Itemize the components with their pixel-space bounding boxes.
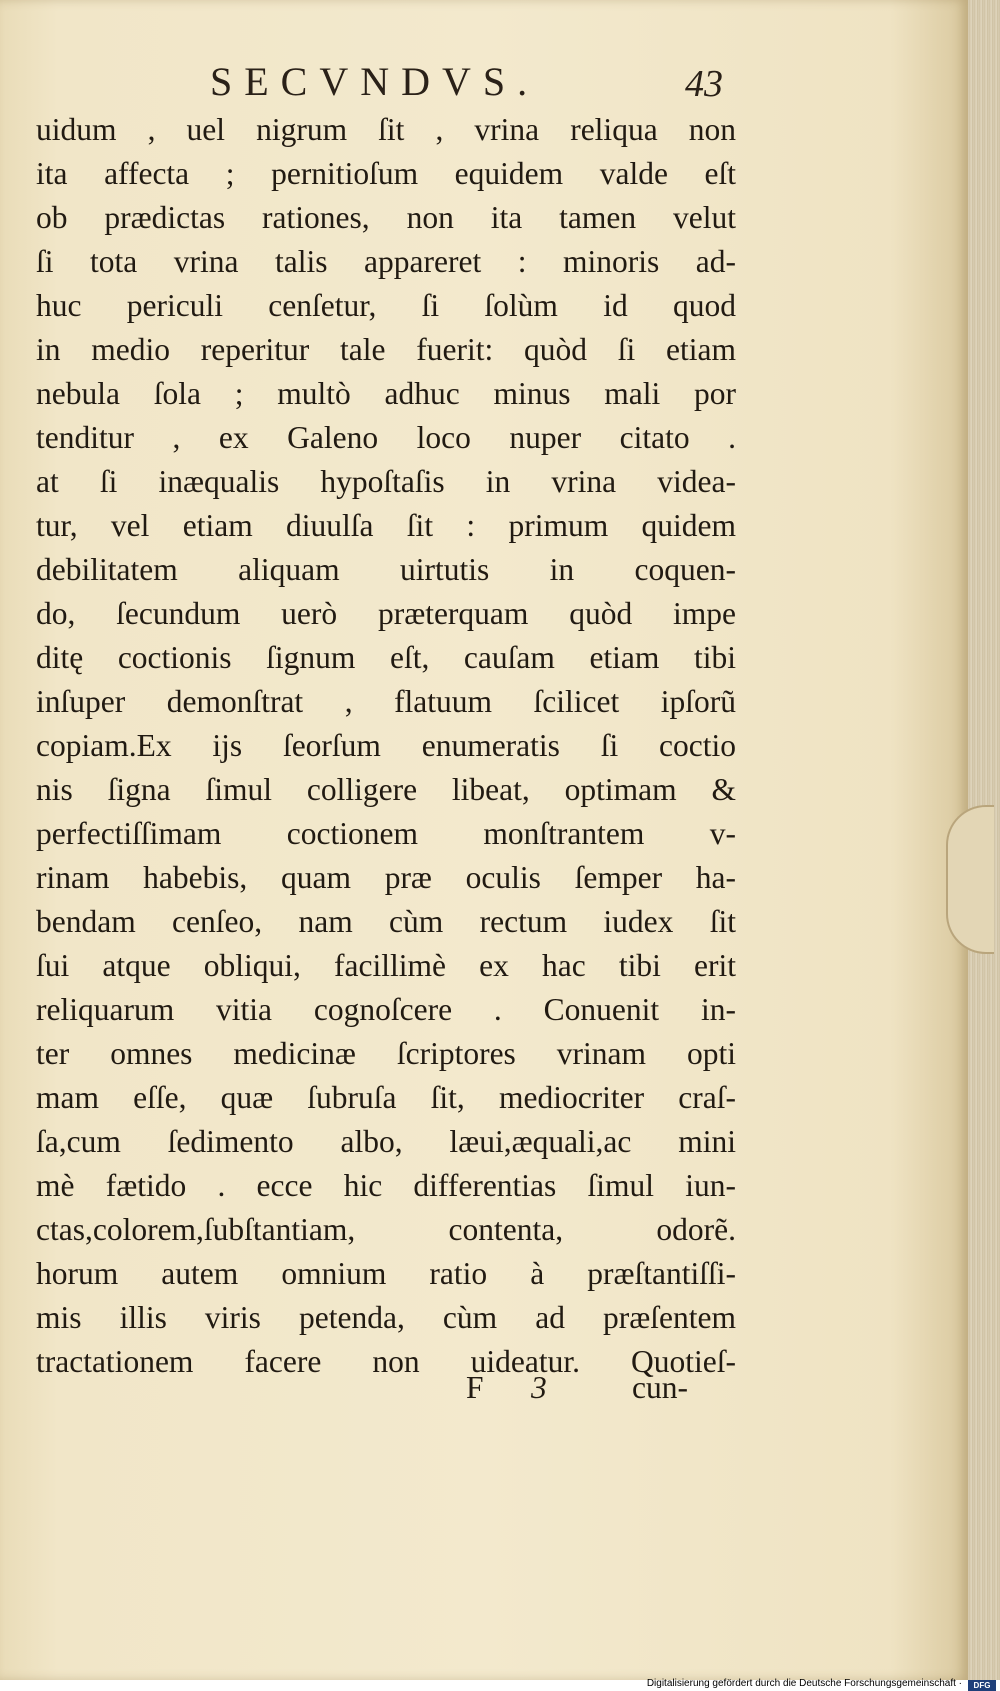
text-line: in medio reperitur tale fuerit: quòd ſi etiam xyxy=(36,332,736,367)
page-number: 43 xyxy=(685,63,723,105)
text-line: ter omnes medicinæ ſcriptores vrinam opti xyxy=(36,1036,736,1071)
signature-number: 3 xyxy=(531,1370,547,1405)
text-line: tur, vel etiam diuulſa ſit : primum quidem xyxy=(36,508,736,543)
funding-credit: Digitalisierung gefördert durch die Deutsche Forschungsgemeinschaft · xyxy=(646,1678,962,1689)
running-head-title: SECVNDVS. xyxy=(210,59,540,104)
text-line: ſa,cum ſedimento albo, læui,æquali,ac mini xyxy=(36,1124,736,1159)
text-line: inſuper demonſtrat , flatuum ſcilicet ipſorũ xyxy=(36,684,736,719)
text-line: mam eſſe, quæ ſubruſa ſit, mediocriter craſ- xyxy=(36,1080,736,1115)
text-line: mè fætido . ecce hic differentias ſimul iun- xyxy=(36,1168,736,1203)
running-head xyxy=(0,58,968,108)
catchword: cun- xyxy=(632,1370,688,1405)
text-line: reliquarum vitia cognoſcere . Conuenit in- xyxy=(36,992,736,1027)
text-line: horum autem omnium ratio à præſtantiſſi- xyxy=(36,1256,736,1291)
text-line: perfectiſſimam coctionem monſtrantem v- xyxy=(36,816,736,851)
text-line: ob prædictas rationes, non ita tamen velut xyxy=(36,200,736,235)
text-line: tenditur , ex Galeno loco nuper citato . xyxy=(36,420,736,455)
signature-letter: F xyxy=(466,1370,484,1405)
text-line: rinam habebis, quam præ oculis ſemper ha- xyxy=(36,860,736,895)
text-line: ſui atque obliqui, facillimè ex hac tibi erit xyxy=(36,948,736,983)
text-line: ita affecta ; pernitioſum equidem valde eſt xyxy=(36,156,736,191)
text-line: at ſi inæqualis hypoſtaſis in vrina videa- xyxy=(36,464,736,499)
text-line: uidum , uel nigrum ſit , vrina reliqua non xyxy=(36,112,736,147)
text-line: mis illis viris petenda, cùm ad præſentem xyxy=(36,1300,736,1335)
text-line: tractationem facere non uideatur. Quotieſ- xyxy=(36,1344,736,1379)
text-line: bendam cenſeo, nam cùm rectum iudex ſit xyxy=(36,904,736,939)
text-line: ditę coctionis ſignum eſt, cauſam etiam tibi xyxy=(36,640,736,675)
text-line: ſi tota vrina talis appareret : minoris ad- xyxy=(36,244,736,279)
thumb-tab xyxy=(946,805,994,954)
digitization-footer xyxy=(0,1680,1000,1691)
text-line: huc periculi cenſetur, ſi ſolùm id quod xyxy=(36,288,736,323)
text-line: nis ſigna ſimul colligere libeat, optimam & xyxy=(36,772,736,807)
text-line: ctas,colorem,ſubſtantiam, contenta, odorẽ. xyxy=(36,1212,736,1247)
text-line: do, ſecundum uerò præterquam quòd impe xyxy=(36,596,736,631)
text-line: debilitatem aliquam uirtutis in coquen- xyxy=(36,552,736,587)
dfg-logo: DFG xyxy=(968,1680,996,1691)
text-line: copiam.Ex ijs ſeorſum enumeratis ſi coctio xyxy=(36,728,736,763)
text-line: nebula ſola ; multò adhuc minus mali por xyxy=(36,376,736,411)
body-text xyxy=(36,108,736,1384)
signature-line xyxy=(36,1370,736,1414)
